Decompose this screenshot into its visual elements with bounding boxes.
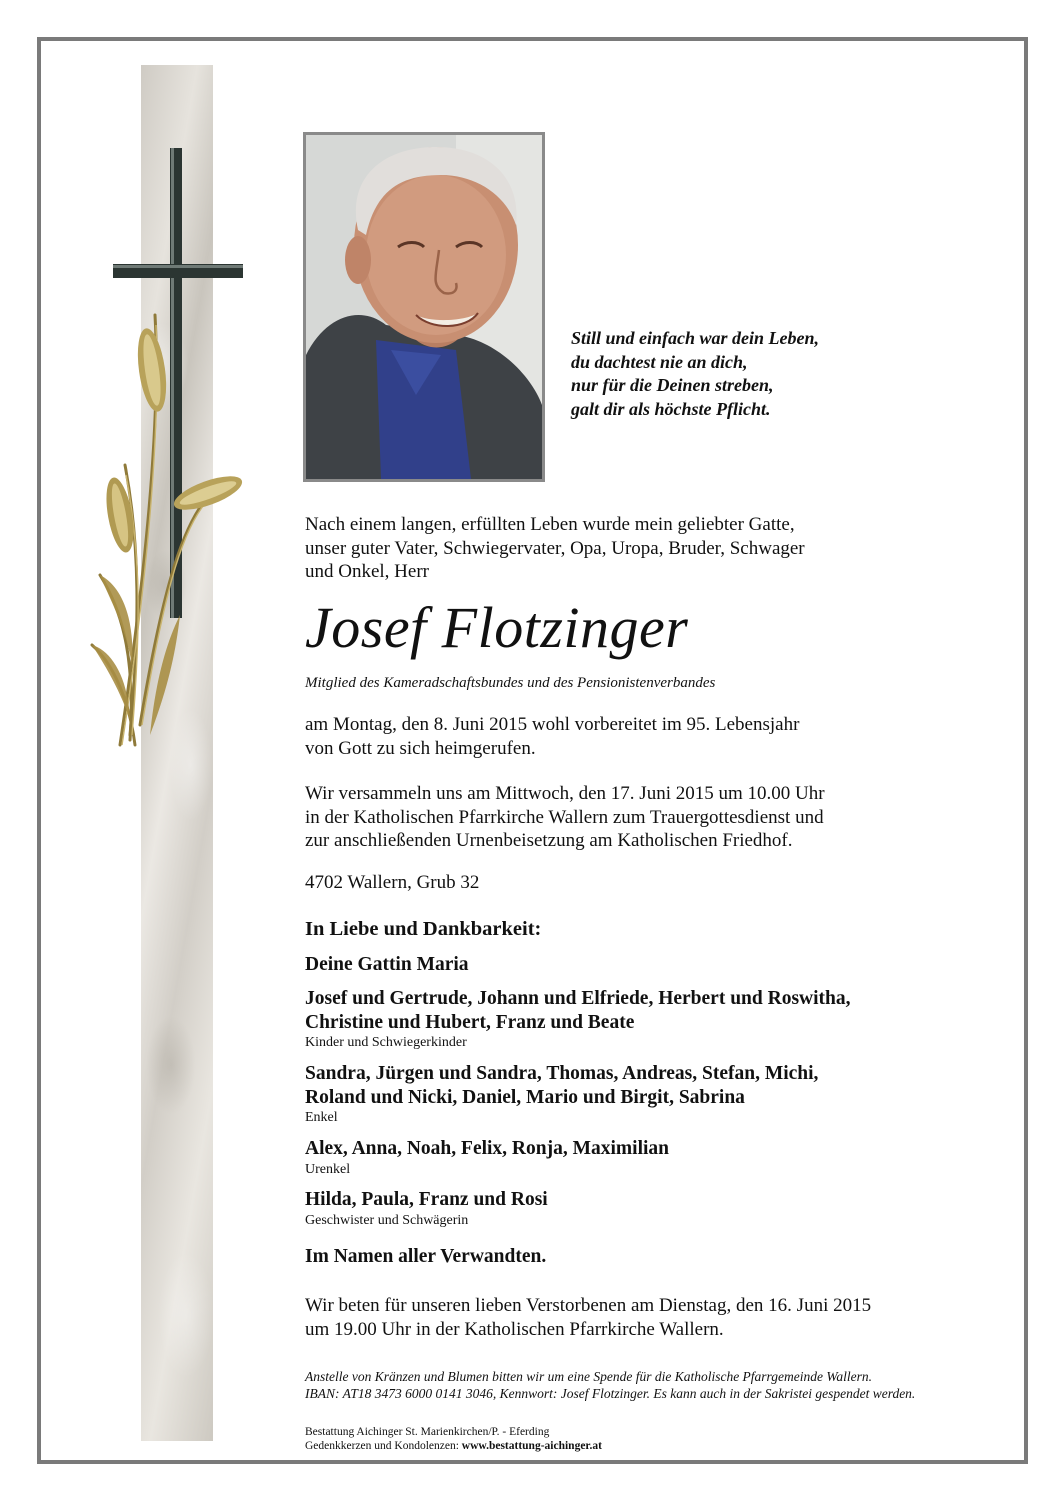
portrait-photo <box>303 132 545 482</box>
poem-line: Still und einfach war dein Leben, <box>571 328 820 348</box>
death-notice <box>305 713 1005 760</box>
poem-line: du dachtest nie an dich, <box>571 351 748 372</box>
family-names: Josef und Gertrude, Johann und Elfriede, Herbert und Roswitha, <box>305 988 851 1009</box>
family-names: Deine Gattin Maria <box>305 954 469 975</box>
family-closing: Im Namen aller Verwandten. <box>305 1246 547 1267</box>
prayer-notice <box>305 1294 1005 1341</box>
intro-line: und Onkel, Herr <box>305 561 429 582</box>
family-relation: Kinder und Schwiegerkinder <box>305 1035 467 1050</box>
cross-with-wheat-icon <box>80 145 250 755</box>
donation-line: Anstelle von Kränzen und Blumen bitten wir um eine Spende für die Katholische Pfarrgemeinde Wallern. <box>305 1369 873 1384</box>
footer <box>305 1425 602 1453</box>
service-line: zur anschließenden Urnenbeisetzung am Katholischen Friedhof. <box>305 830 793 851</box>
family-group <box>305 1137 1005 1178</box>
family-relation: Enkel <box>305 1110 338 1125</box>
membership-note: Mitglied des Kameradschaftsbundes und des Pensionistenverbandes <box>305 675 716 691</box>
home-address: 4702 Wallern, Grub 32 <box>305 872 480 893</box>
condolence-line <box>305 1439 602 1453</box>
condolence-website-link[interactable]: www.bestattung-aichinger.at <box>461 1440 602 1452</box>
family-group <box>305 1062 1005 1126</box>
intro-line: unser guter Vater, Schwiegervater, Opa, Uropa, Bruder, Schwager <box>305 537 805 559</box>
condolence-label: Gedenkkerzen und Kondolenzen: <box>305 1440 459 1452</box>
family-names: Roland und Nicki, Daniel, Mario und Birgit, Sabrina <box>305 1086 745 1108</box>
funeral-service-info <box>305 782 1005 853</box>
family-names: Christine und Hubert, Franz und Beate <box>305 1011 635 1033</box>
family-heading: In Liebe und Dankbarkeit: <box>305 918 542 940</box>
family-group <box>305 953 1005 977</box>
prayer-line: Wir beten für unseren lieben Verstorbenen am Dienstag, den 16. Juni 2015 <box>305 1295 872 1316</box>
family-names: Alex, Anna, Noah, Felix, Ronja, Maximilian <box>305 1138 670 1159</box>
death-line: von Gott zu sich heimgerufen. <box>305 737 536 759</box>
death-line: am Montag, den 8. Juni 2015 wohl vorbereitet im 95. Lebensjahr <box>305 714 800 735</box>
funeral-company: Bestattung Aichinger St. Marienkirchen/P. - Eferding <box>305 1426 550 1438</box>
donation-note <box>305 1368 915 1402</box>
family-group <box>305 987 1005 1051</box>
poem-line: galt dir als höchste Pflicht. <box>571 398 771 419</box>
poem-line: nur für die Deinen streben, <box>571 375 774 395</box>
family-names: Sandra, Jürgen und Sandra, Thomas, Andreas, Stefan, Michi, <box>305 1063 819 1084</box>
intro-line: Nach einem langen, erfüllten Leben wurde mein geliebter Gatte, <box>305 514 795 535</box>
family-names: Hilda, Paula, Franz und Rosi <box>305 1189 548 1210</box>
family-relation: Geschwister und Schwägerin <box>305 1212 469 1228</box>
family-relation: Urenkel <box>305 1161 351 1177</box>
donation-line: IBAN: AT18 3473 6000 0141 3046, Kennwort: Josef Flotzinger. Es kann auch in der Sakristei gespendet werden. <box>305 1386 916 1401</box>
prayer-line: um 19.00 Uhr in der Katholischen Pfarrkirche Wallern. <box>305 1318 724 1340</box>
service-line: in der Katholischen Pfarrkirche Wallern zum Trauergottesdienst und <box>305 806 824 828</box>
deceased-name: Josef Flotzinger <box>305 595 689 660</box>
wheat-ear-icon <box>133 327 170 414</box>
family-group <box>305 1188 1005 1229</box>
service-line: Wir versammeln uns am Mittwoch, den 17. Juni 2015 um 10.00 Uhr <box>305 783 825 804</box>
announcement-intro <box>305 513 1005 584</box>
poem <box>571 327 1011 421</box>
